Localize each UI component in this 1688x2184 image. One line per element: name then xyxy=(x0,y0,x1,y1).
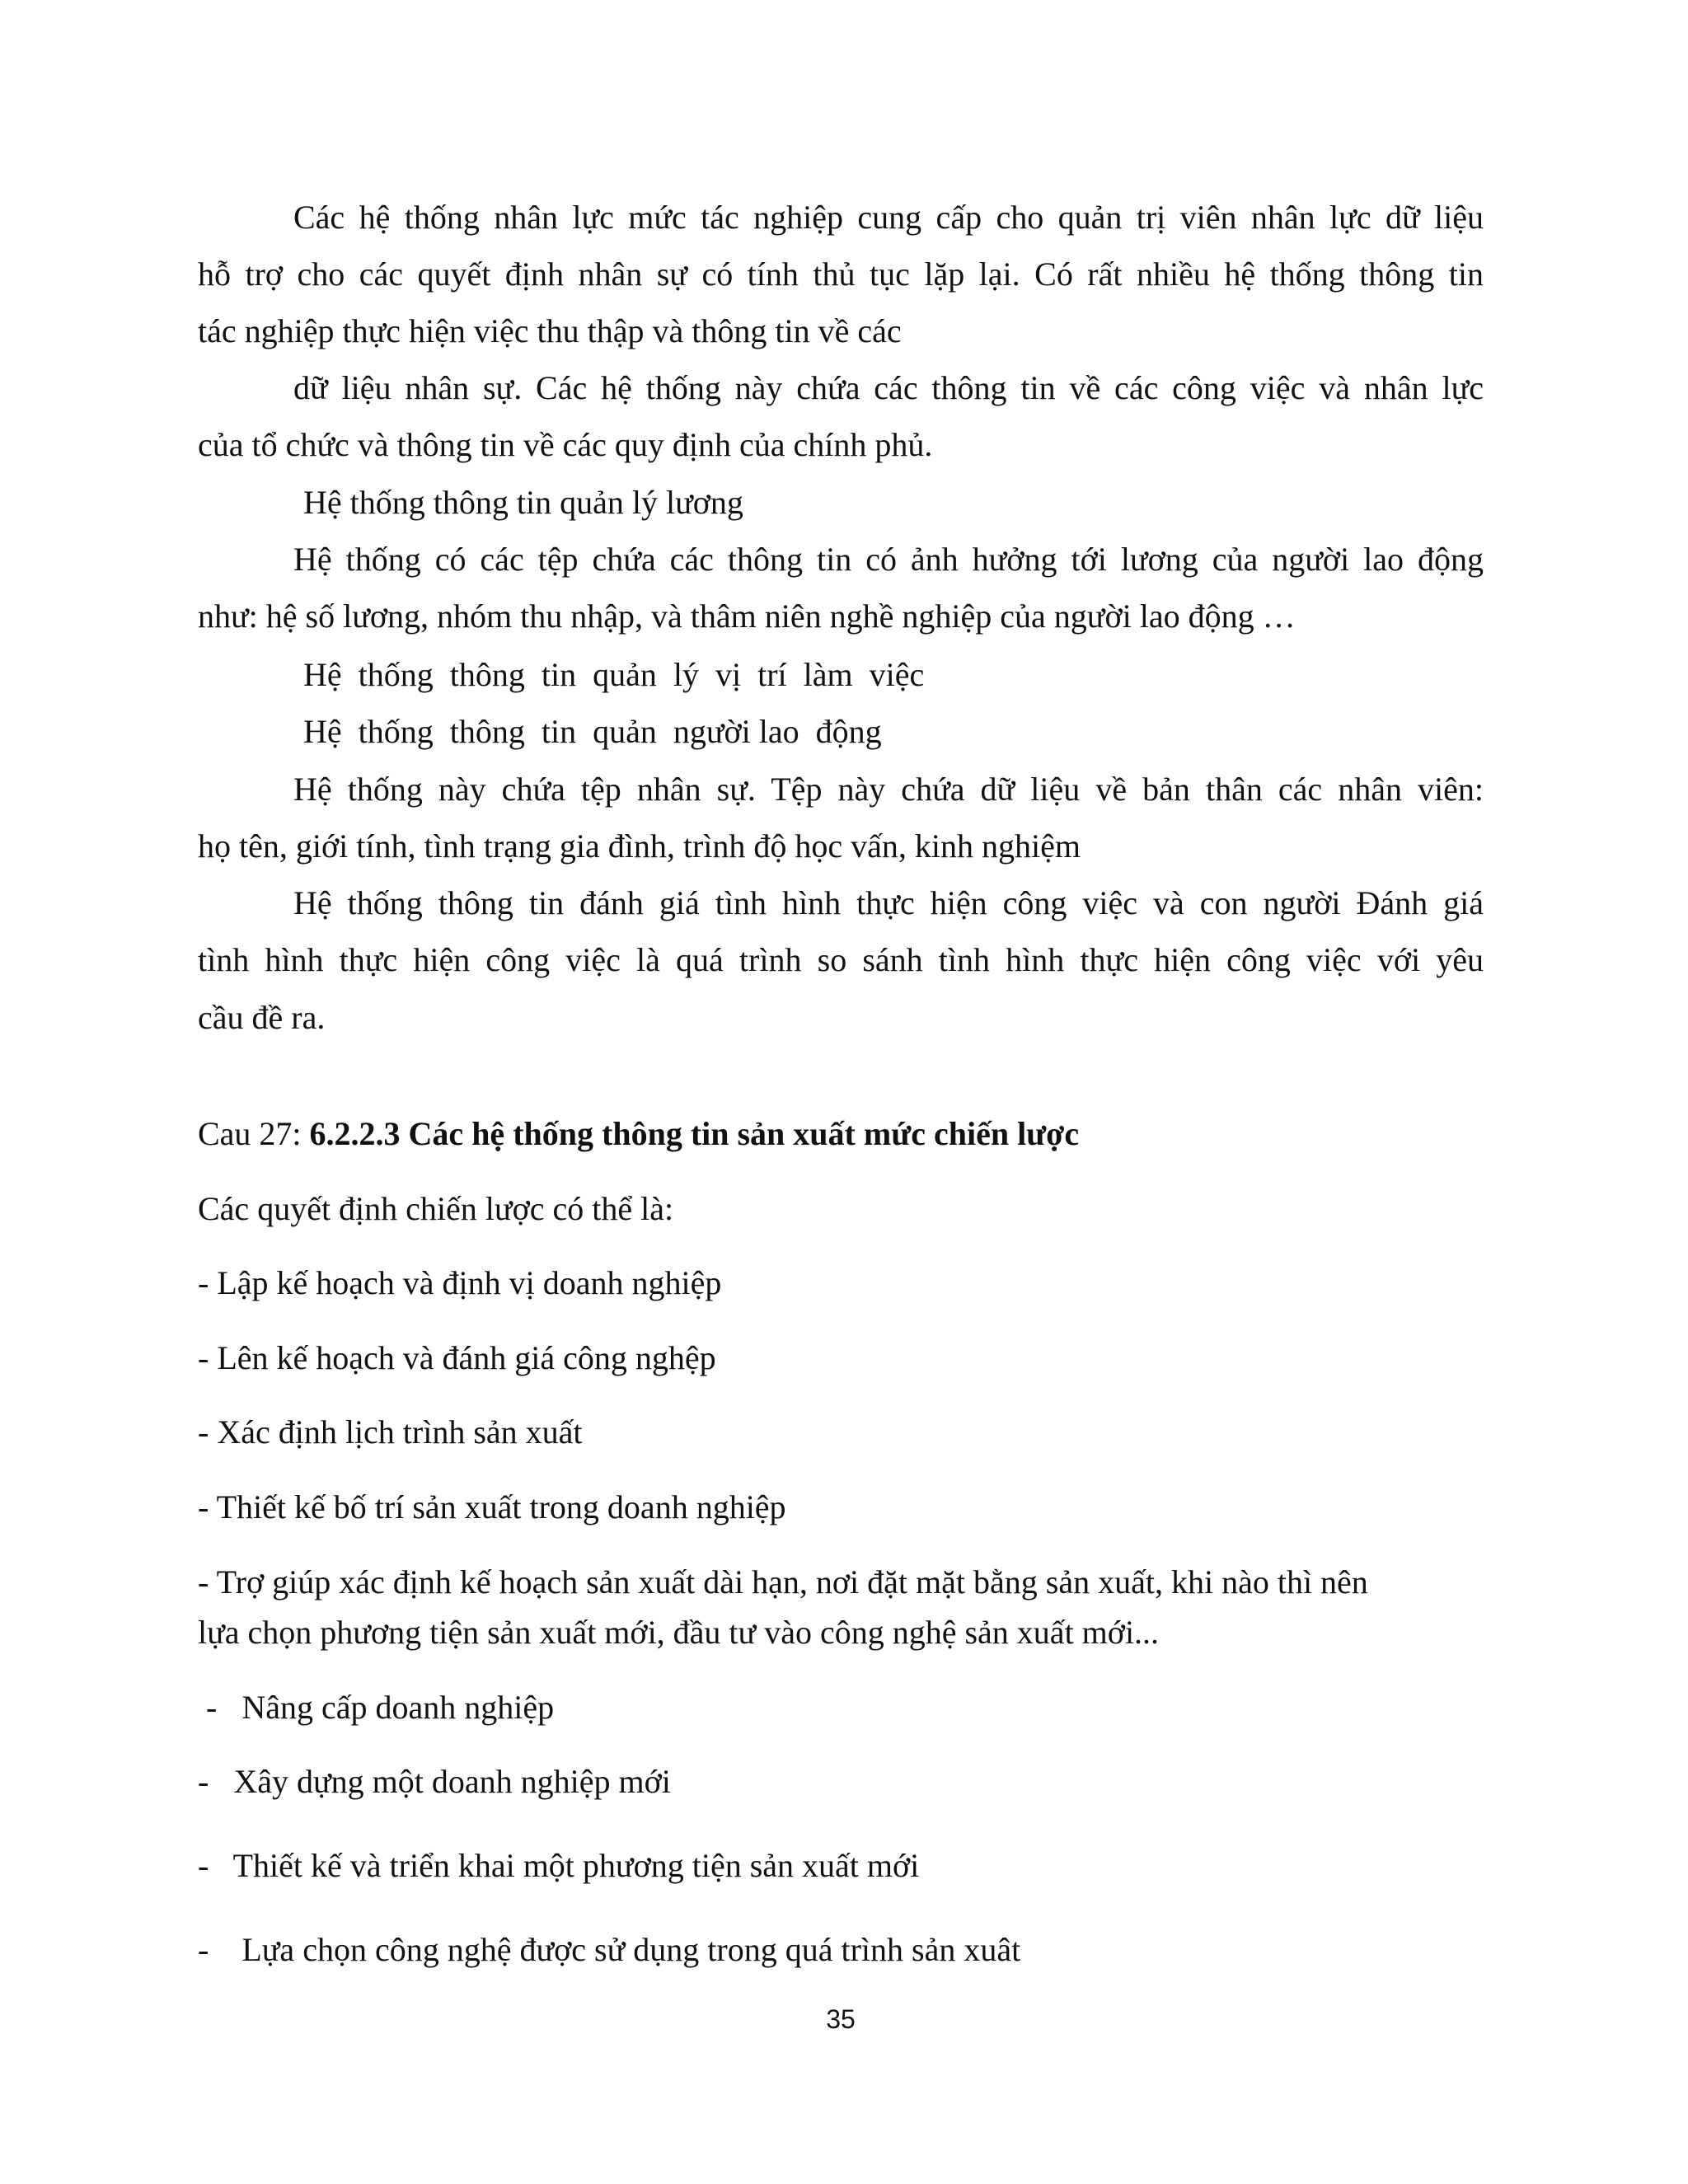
heading-position-system: Hệ thống thông tin quản lý vị trí làm việc xyxy=(303,656,925,693)
paragraph-1-line-3: tác nghiệp thực hiện việc thu thập và thông tin về các xyxy=(198,312,902,349)
page-number: 35 xyxy=(826,2004,856,2034)
paragraph-3-line-1: Hệ thống có các tệp chứa các thông tin có ảnh hưởng tới lương của người lao động xyxy=(293,541,1484,578)
list-item-long-line-1: - Trợ giúp xác định kế hoạch sản xuất dài hạn, nơi đặt mặt bằng sản xuất, khi nào thì nên xyxy=(198,1563,1368,1601)
paragraph-5-line-1: Hệ thống thông tin đánh giá tình hình thực hiện công việc và con người Đánh giá xyxy=(293,884,1484,921)
paragraph-5-line-3: cầu đề ra. xyxy=(198,999,326,1036)
section-heading xyxy=(198,1114,1079,1154)
section-intro: Các quyết định chiến lược có thể là: xyxy=(198,1190,674,1227)
heading-salary-system: Hệ thống thông tin quản lý lương xyxy=(303,484,743,521)
list-item: - Xây dựng một doanh nghiệp mới xyxy=(198,1763,671,1800)
section-prefix: Cau 27: xyxy=(198,1115,310,1152)
paragraph-1-line-2: hỗ trợ cho các quyết định nhân sự có tính thủ tục lặp lại. Có rất nhiều hệ thống thông tin xyxy=(198,255,1484,293)
paragraph-4-line-2: họ tên, giới tính, tình trạng gia đình, trình độ học vấn, kinh nghiệm xyxy=(198,827,1081,865)
heading-employee-system: Hệ thống thông tin quản người lao động xyxy=(303,713,882,750)
list-item-long-line-2: lựa chọn phương tiện sản xuất mới, đầu tư vào công nghệ sản xuất mới... xyxy=(198,1614,1160,1651)
list-item: - Lên kế hoạch và đánh giá công nghệp xyxy=(198,1339,716,1376)
section-title: 6.2.2.3 Các hệ thống thông tin sản xuất mức chiến lược xyxy=(309,1115,1080,1152)
paragraph-3-line-2: như: hệ số lương, nhóm thu nhập, và thâm niên nghề nghiệp của người lao động … xyxy=(198,598,1296,635)
list-item: - Thiết kế và triển khai một phương tiện sản xuất mới xyxy=(198,1847,920,1884)
paragraph-1-line-1: Các hệ thống nhân lực mức tác nghiệp cung cấp cho quản trị viên nhân lực dữ liệu xyxy=(293,199,1484,236)
list-item: - Nâng cấp doanh nghiệp xyxy=(198,1689,555,1726)
list-item: - Lập kế hoạch và định vị doanh nghiệp xyxy=(198,1264,722,1301)
list-item: - Thiết kế bố trí sản xuất trong doanh nghiệp xyxy=(198,1488,786,1526)
paragraph-2-line-1: dữ liệu nhân sự. Các hệ thống này chứa các thông tin về các công việc và nhân lực xyxy=(293,369,1484,406)
document-page xyxy=(198,0,1484,2184)
paragraph-4-line-1: Hệ thống này chứa tệp nhân sự. Tệp này chứa dữ liệu về bản thân các nhân viên: xyxy=(293,771,1484,808)
list-item: - Lựa chọn công nghệ được sử dụng trong quá trình sản xuât xyxy=(198,1931,1021,1968)
paragraph-2-line-2: của tổ chức và thông tin về các quy định của chính phủ. xyxy=(198,426,933,463)
paragraph-5-line-2: tình hình thực hiện công việc là quá trình so sánh tình hình thực hiện công việc với yêu xyxy=(198,941,1484,978)
list-item: - Xác định lịch trình sản xuất xyxy=(198,1413,583,1451)
